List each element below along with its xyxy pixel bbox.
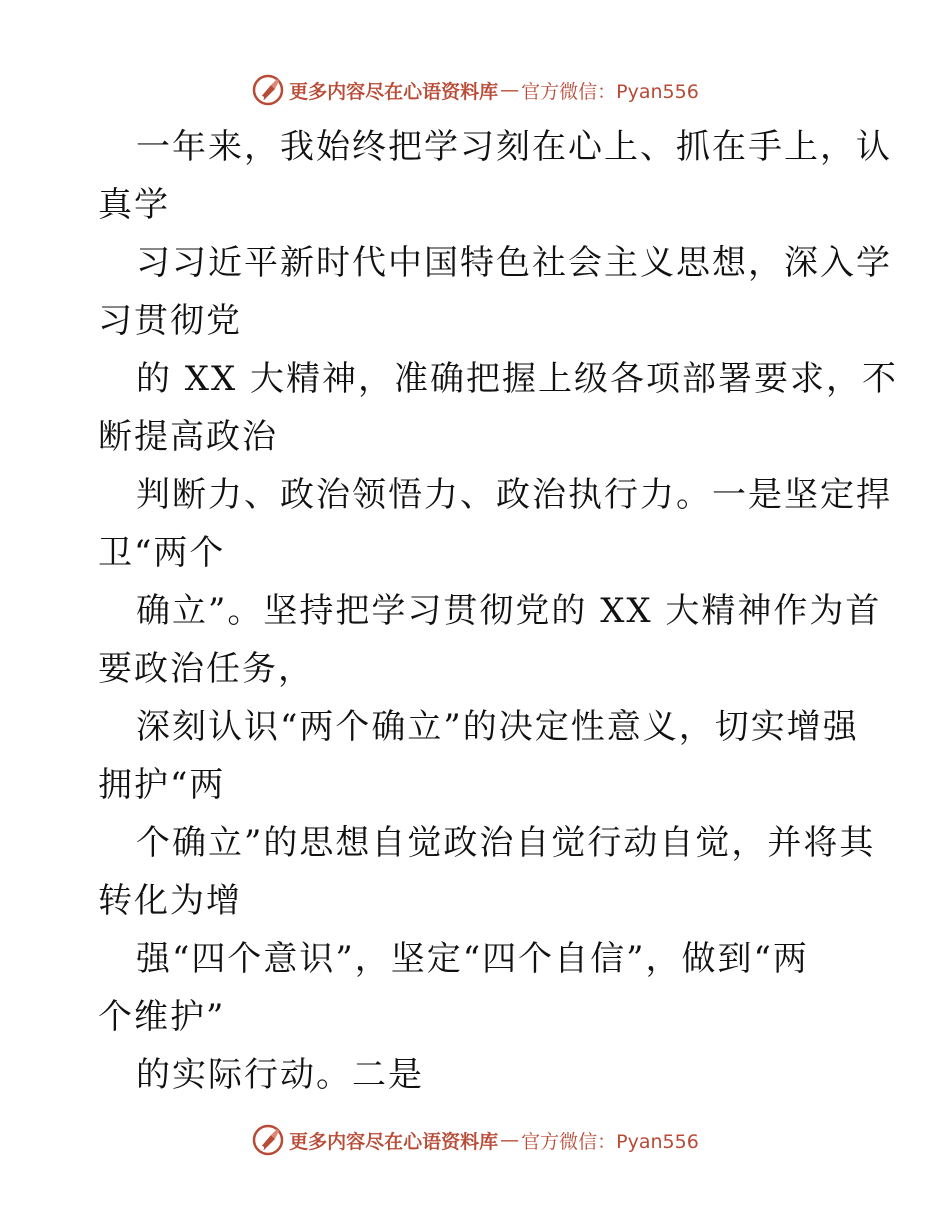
watermark-separator: —: [500, 1129, 520, 1151]
watermark-separator: —: [500, 79, 520, 101]
watermark-wechat: 官方微信：Pyan556: [521, 1130, 699, 1153]
watermark-title: 更多内容尽在心语资料库: [289, 1130, 499, 1153]
text-line: 断提高政治: [98, 417, 278, 457]
text-line: 个维护”: [98, 997, 226, 1037]
text-line: 真学: [98, 185, 170, 225]
text-line: 要政治任务，: [98, 649, 314, 689]
document-body: [98, 118, 899, 1104]
text-line: 转化为增: [98, 881, 242, 921]
pen-nib-icon: [251, 1123, 285, 1157]
text-line: 拥护“两: [98, 765, 226, 805]
text-line: 个确立”的思想自觉政治自觉行动自觉，并将其: [136, 823, 876, 863]
watermark-title: 更多内容尽在心语资料库: [289, 80, 499, 103]
text-line: 确立”。坚持把学习贯彻党的 XX 大精神作为首: [136, 591, 882, 631]
text-line: 强“四个意识”，坚定“四个自信”，做到“两: [136, 939, 809, 979]
header-watermark: [0, 70, 950, 110]
text-line: 一年来，我始终把学习刻在心上、抓在手上，认: [136, 127, 892, 167]
text-line: 的 XX 大精神，准确把握上级各项部署要求，不: [136, 359, 899, 399]
text-line: 习贯彻党: [98, 301, 242, 341]
text-line: 判断力、政治领悟力、政治执行力。一是坚定捍: [136, 475, 892, 515]
text-line: 卫“两个: [98, 533, 226, 573]
pen-nib-icon: [251, 73, 285, 107]
watermark-wechat: 官方微信：Pyan556: [521, 80, 699, 103]
footer-watermark: [0, 1120, 950, 1160]
text-line: 的实际行动。二是: [136, 1055, 424, 1095]
text-line: 深刻认识“两个确立”的决定性意义，切实增强: [136, 707, 859, 747]
text-line: 习习近平新时代中国特色社会主义思想，深入学: [136, 243, 892, 283]
